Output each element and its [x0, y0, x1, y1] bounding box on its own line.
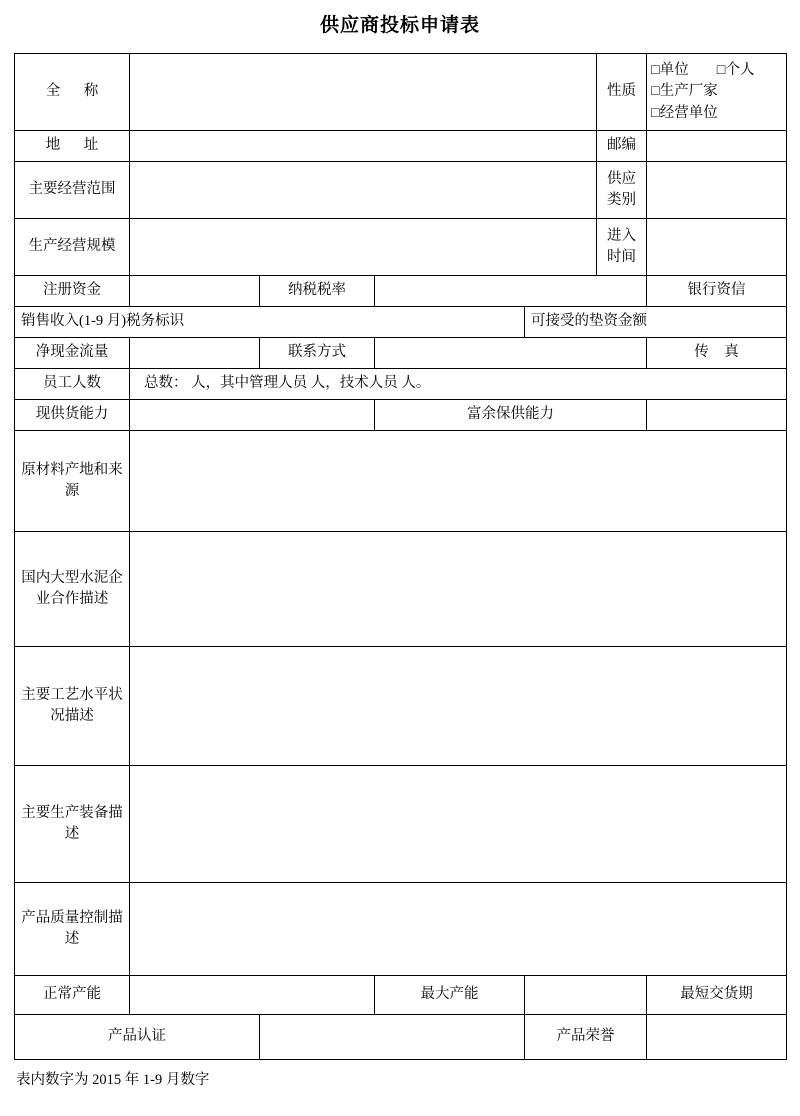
product-certification-label: 产品认证 — [15, 1015, 260, 1060]
production-scale-label-text: 生产经营规模 — [28, 238, 116, 255]
full-name-value[interactable] — [130, 54, 597, 131]
entry-time-label — [597, 219, 647, 276]
net-cash-flow-label: 净现金流量 — [15, 338, 130, 369]
equipment-label: 主要生产装备描述 — [15, 766, 130, 883]
postcode-label: 邮编 — [597, 131, 647, 162]
contact-label: 联系方式 — [260, 338, 375, 369]
craft-level-value[interactable] — [130, 647, 787, 766]
max-capacity-label: 最大产能 — [375, 976, 525, 1015]
product-honor-label: 产品荣誉 — [525, 1015, 647, 1060]
table-row-full-name — [15, 54, 787, 131]
quality-control-label: 产品质量控制描述 — [15, 883, 130, 976]
table-row-address — [15, 131, 787, 162]
supply-category-value[interactable] — [647, 162, 787, 219]
table-row-cash-flow — [15, 338, 787, 369]
bank-credit-label — [647, 276, 787, 307]
current-supply-label: 现供货能力 — [15, 400, 130, 431]
nature-option-unit[interactable]: □单位 — [651, 62, 689, 79]
product-certification-value[interactable] — [260, 1015, 525, 1060]
footer-note: 表内数字为 2015 年 1-9 月数字 — [16, 1072, 210, 1088]
current-supply-value[interactable] — [130, 400, 375, 431]
surplus-supply-value[interactable] — [647, 400, 787, 431]
table-row-equipment — [15, 766, 787, 883]
nature-options[interactable] — [647, 54, 787, 131]
table-row-sales-income — [15, 307, 787, 338]
normal-capacity-label: 正常产能 — [15, 976, 130, 1015]
table-row-capital — [15, 276, 787, 307]
supply-category-label-text: 供应类别 — [607, 170, 636, 208]
quality-control-value[interactable] — [130, 883, 787, 976]
table-row-capacity — [15, 976, 787, 1015]
nature-option-individual[interactable]: □个人 — [716, 62, 755, 79]
craft-level-label: 主要工艺水平状况描述 — [15, 647, 130, 766]
table-row-staff-count — [15, 369, 787, 400]
staff-count-detail[interactable]: 总数： 人，其中管理人员 人，技术人员 人。 — [130, 369, 787, 400]
bank-credit-label-text: 银行资信 — [687, 282, 746, 299]
nature-option-trader[interactable]: □经营单位 — [651, 104, 718, 121]
table-row-production-scale — [15, 219, 787, 276]
main-business-label — [15, 162, 130, 219]
cooperation-label: 国内大型水泥企业合作描述 — [15, 532, 130, 647]
tax-rate-label: 纳税税率 — [260, 276, 375, 307]
cooperation-value[interactable] — [130, 532, 787, 647]
raw-material-label: 原材料产地和来源 — [15, 431, 130, 532]
table-row-quality-control — [15, 883, 787, 976]
entry-time-value[interactable] — [647, 219, 787, 276]
registered-capital-label: 注册资金 — [15, 276, 130, 307]
max-capacity-value[interactable] — [525, 976, 647, 1015]
table-row-cooperation — [15, 532, 787, 647]
tax-rate-value[interactable] — [375, 276, 647, 307]
raw-material-value[interactable] — [130, 431, 787, 532]
main-business-label-text: 主要经营范围 — [28, 181, 116, 198]
nature-option-manufacturer[interactable]: □生产厂家 — [651, 83, 718, 100]
production-scale-value[interactable] — [130, 219, 597, 276]
full-name-label: 全 称 — [15, 54, 130, 131]
table-row-certification — [15, 1015, 787, 1060]
main-business-value[interactable] — [130, 162, 597, 219]
supplier-application-form — [14, 53, 787, 1060]
table-row-supply-capacity — [15, 400, 787, 431]
supply-category-label — [597, 162, 647, 219]
production-scale-label — [15, 219, 130, 276]
shortest-delivery-label: 最短交货期 — [647, 976, 787, 1015]
table-row-craft-level — [15, 647, 787, 766]
product-honor-value[interactable] — [647, 1015, 787, 1060]
postcode-value[interactable] — [647, 131, 787, 162]
surplus-supply-label: 富余保供能力 — [375, 400, 647, 431]
page-title: 供应商投标申请表 — [319, 15, 480, 36]
address-value[interactable] — [130, 131, 597, 162]
address-label: 地 址 — [15, 131, 130, 162]
entry-time-label-text: 进入时间 — [607, 227, 636, 265]
staff-count-label: 员工人数 — [15, 369, 130, 400]
sales-income-label: 销售收入(1-9 月)税务标识 — [15, 307, 525, 338]
table-row-raw-material — [15, 431, 787, 532]
advance-payment-label: 可接受的垫资金额 — [525, 307, 787, 338]
equipment-value[interactable] — [130, 766, 787, 883]
contact-value[interactable] — [375, 338, 647, 369]
fax-label: 传 真 — [647, 338, 787, 369]
nature-label: 性质 — [597, 54, 647, 131]
normal-capacity-value[interactable] — [130, 976, 375, 1015]
net-cash-flow-value[interactable] — [130, 338, 260, 369]
table-row-main-business — [15, 162, 787, 219]
registered-capital-value[interactable] — [130, 276, 260, 307]
